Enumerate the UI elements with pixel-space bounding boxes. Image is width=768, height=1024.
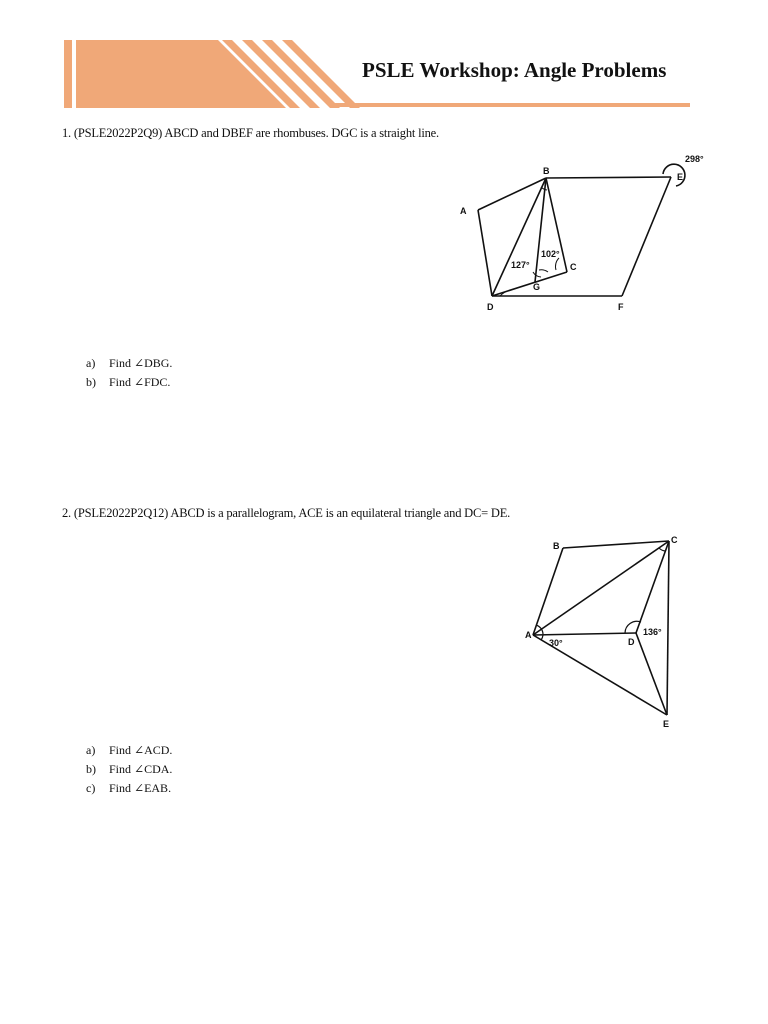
segment-AB <box>478 178 546 210</box>
question-1-part-b <box>86 373 172 392</box>
angle-arc-C <box>555 258 559 270</box>
part-text: Find ∠FDC. <box>109 375 171 389</box>
question-2-parts <box>86 741 172 798</box>
point-label: D <box>628 637 635 647</box>
part-text: Find ∠DBG. <box>109 356 173 370</box>
point-label: C <box>570 262 577 272</box>
segment-AB <box>533 548 563 635</box>
segment-AD <box>533 633 636 635</box>
segment-BC <box>563 541 669 548</box>
angle-arc-A2 <box>541 635 543 640</box>
angle-label: 127° <box>511 260 530 270</box>
part-letter: b) <box>86 762 96 776</box>
header-accent-bar <box>64 40 72 108</box>
point-label: D <box>487 302 494 312</box>
segment-BG <box>535 178 546 282</box>
point-label: B <box>543 166 550 176</box>
question-1-part-a <box>86 354 172 373</box>
segment-BE <box>546 177 671 178</box>
question-1-text: 1. (PSLE2022P2Q9) ABCD and DBEF are rhombuses. DGC is a straight line. <box>62 126 439 140</box>
segment-DC <box>636 541 669 633</box>
question-2-text: 2. (PSLE2022P2Q12) ABCD is a parallelogram, ACE is an equilateral triangle and DC= DE. <box>62 506 511 520</box>
point-label: A <box>525 630 532 640</box>
question-2-diagram <box>525 532 715 732</box>
segment-DE <box>636 633 667 715</box>
part-text: Find ∠CDA. <box>109 762 173 776</box>
question-2-part-c <box>86 779 172 798</box>
angle-label: 298° <box>685 154 704 164</box>
question-1-diagram <box>455 150 715 320</box>
part-letter: b) <box>86 375 96 389</box>
segment-EF <box>622 177 671 296</box>
point-label: E <box>663 719 670 729</box>
point-label: E <box>677 172 684 182</box>
part-text: Find ∠ACD. <box>109 743 173 757</box>
part-letter: a) <box>86 356 96 370</box>
part-letter: a) <box>86 743 96 757</box>
question-2-part-a <box>86 741 172 760</box>
angle-arc-G2 <box>539 270 548 272</box>
segment-DC <box>492 272 567 296</box>
point-label: F <box>618 302 624 312</box>
segment-AC <box>533 541 669 635</box>
question-2-part-b <box>86 760 172 779</box>
angle-arc-C <box>659 548 666 551</box>
angle-label: 30° <box>549 638 563 648</box>
part-text: Find ∠EAB. <box>109 781 172 795</box>
angle-arc-G1 <box>533 272 541 277</box>
header-rule <box>330 103 690 107</box>
angle-label: 102° <box>541 249 560 259</box>
segment-CE <box>667 541 669 715</box>
page-title: PSLE Workshop: Angle Problems <box>362 58 667 82</box>
part-letter: c) <box>86 781 96 795</box>
point-label: G <box>533 282 541 292</box>
point-label: A <box>460 206 467 216</box>
angle-label: 136° <box>643 627 662 637</box>
segment-DB <box>492 178 546 296</box>
question-1-parts <box>86 354 172 392</box>
point-label: C <box>671 535 678 545</box>
segment-AD <box>478 210 492 296</box>
point-label: B <box>553 541 560 551</box>
